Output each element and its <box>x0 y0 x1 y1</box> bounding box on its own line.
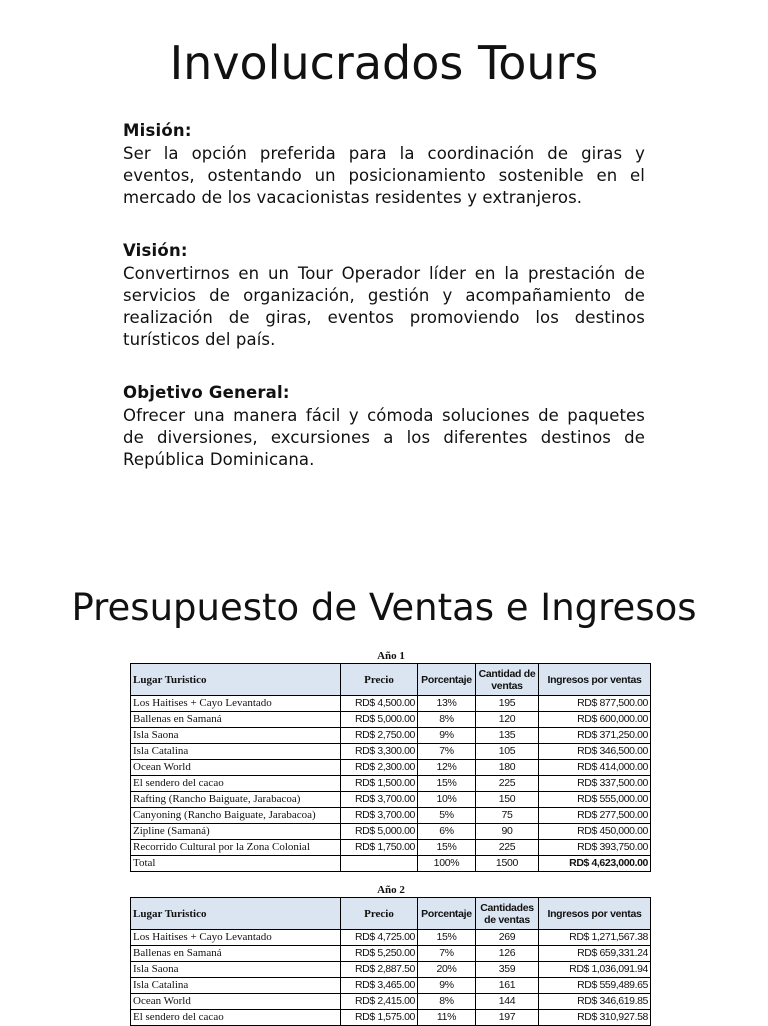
place-cell: Ballenas en Samaná <box>131 946 341 962</box>
price-cell: RD$ 2,750.00 <box>341 728 418 744</box>
quantity-cell: 126 <box>476 946 539 962</box>
table-header-row <box>131 664 651 696</box>
income-cell: RD$ 277,500.00 <box>539 808 651 824</box>
percent-cell: 20% <box>418 962 476 978</box>
table-row <box>131 696 651 712</box>
price-cell: RD$ 4,725.00 <box>341 930 418 946</box>
column-header: Porcentaje <box>418 898 476 930</box>
place-cell: Los Haitises + Cayo Levantado <box>131 930 341 946</box>
place-cell: Los Haitises + Cayo Levantado <box>131 696 341 712</box>
quantity-cell: 225 <box>476 776 539 792</box>
table-row <box>131 728 651 744</box>
percent-cell: 13% <box>418 696 476 712</box>
percent-cell: 7% <box>418 744 476 760</box>
table-row <box>131 978 651 994</box>
place-cell: Recorrido Cultural por la Zona Colonial <box>131 840 341 856</box>
total-percent: 100% <box>418 856 476 872</box>
income-cell: RD$ 600,000.00 <box>539 712 651 728</box>
percent-cell: 15% <box>418 840 476 856</box>
column-header: Precio <box>341 898 418 930</box>
income-cell: RD$ 310,927.58 <box>539 1010 651 1026</box>
table-row <box>131 744 651 760</box>
quantity-cell: 90 <box>476 824 539 840</box>
quantity-cell: 150 <box>476 792 539 808</box>
page-title: Involucrados Tours <box>169 36 599 90</box>
mision-section <box>123 121 645 209</box>
percent-cell: 9% <box>418 728 476 744</box>
total-label: Total <box>131 856 341 872</box>
table-row <box>131 840 651 856</box>
quantity-cell: 105 <box>476 744 539 760</box>
place-cell: El sendero del cacao <box>131 776 341 792</box>
price-cell: RD$ 1,500.00 <box>341 776 418 792</box>
percent-cell: 12% <box>418 760 476 776</box>
column-header: Lugar Turistico <box>131 664 341 696</box>
place-cell: Isla Catalina <box>131 744 341 760</box>
income-cell: RD$ 371,250.00 <box>539 728 651 744</box>
place-cell: Canyoning (Rancho Baiguate, Jarabacoa) <box>131 808 341 824</box>
table-header-row <box>131 898 651 930</box>
place-cell: El sendero del cacao <box>131 1010 341 1026</box>
mision-heading: Misión: <box>123 121 192 140</box>
percent-cell: 6% <box>418 824 476 840</box>
column-header: Cantidades de ventas <box>476 898 539 930</box>
percent-cell: 8% <box>418 712 476 728</box>
quantity-cell: 359 <box>476 962 539 978</box>
price-cell: RD$ 5,000.00 <box>341 712 418 728</box>
column-header: Porcentaje <box>418 664 476 696</box>
income-cell: RD$ 337,500.00 <box>539 776 651 792</box>
price-cell: RD$ 2,887.50 <box>341 962 418 978</box>
year1-label: Año 1 <box>377 650 405 662</box>
quantity-cell: 161 <box>476 978 539 994</box>
table-body <box>131 696 651 856</box>
place-cell: Ballenas en Samaná <box>131 712 341 728</box>
percent-cell: 10% <box>418 792 476 808</box>
objetivo-section <box>123 383 645 471</box>
quantity-cell: 135 <box>476 728 539 744</box>
table-row <box>131 824 651 840</box>
table-body <box>131 930 651 1026</box>
income-cell: RD$ 555,000.00 <box>539 792 651 808</box>
income-cell: RD$ 559,489.65 <box>539 978 651 994</box>
place-cell: Ocean World <box>131 994 341 1010</box>
quantity-cell: 197 <box>476 1010 539 1026</box>
table-row <box>131 946 651 962</box>
column-header: Precio <box>341 664 418 696</box>
table-row <box>131 776 651 792</box>
price-cell: RD$ 1,750.00 <box>341 840 418 856</box>
place-cell: Zipline (Samaná) <box>131 824 341 840</box>
vision-heading: Visión: <box>123 241 188 260</box>
table-row <box>131 712 651 728</box>
vision-text: Convertirnos en un Tour Operador líder en la prestación de servicios de organización, gestión y acompañamiento de realización de giras, eventos promoviendo los destinos turísticos del país. <box>123 264 645 349</box>
price-cell: RD$ 2,415.00 <box>341 994 418 1010</box>
table-row <box>131 994 651 1010</box>
table-row <box>131 808 651 824</box>
objetivo-text: Ofrecer una manera fácil y cómoda soluciones de paquetes de diversiones, excursiones a los diferentes destinos de República Dominicana. <box>123 406 645 469</box>
percent-cell: 5% <box>418 808 476 824</box>
income-cell: RD$ 346,500.00 <box>539 744 651 760</box>
income-cell: RD$ 393,750.00 <box>539 840 651 856</box>
objetivo-heading: Objetivo General: <box>123 383 290 402</box>
quantity-cell: 120 <box>476 712 539 728</box>
percent-cell: 15% <box>418 930 476 946</box>
budget-table-year1 <box>130 663 651 872</box>
quantity-cell: 269 <box>476 930 539 946</box>
column-header: Ingresos por ventas <box>539 664 651 696</box>
table-row <box>131 962 651 978</box>
price-cell: RD$ 3,465.00 <box>341 978 418 994</box>
table-row <box>131 760 651 776</box>
percent-cell: 8% <box>418 994 476 1010</box>
percent-cell: 11% <box>418 1010 476 1026</box>
table-row <box>131 792 651 808</box>
budget-table-year2 <box>130 897 651 1026</box>
income-cell: RD$ 450,000.00 <box>539 824 651 840</box>
table-row <box>131 1010 651 1026</box>
column-header: Lugar Turistico <box>131 898 341 930</box>
income-cell: RD$ 659,331.24 <box>539 946 651 962</box>
column-header: Cantidad de ventas <box>476 664 539 696</box>
price-cell: RD$ 4,500.00 <box>341 696 418 712</box>
vision-section <box>123 241 645 351</box>
place-cell: Isla Saona <box>131 962 341 978</box>
quantity-cell: 225 <box>476 840 539 856</box>
percent-cell: 7% <box>418 946 476 962</box>
income-cell: RD$ 414,000.00 <box>539 760 651 776</box>
place-cell: Isla Catalina <box>131 978 341 994</box>
price-cell: RD$ 3,300.00 <box>341 744 418 760</box>
price-cell: RD$ 1,575.00 <box>341 1010 418 1026</box>
place-cell: Rafting (Rancho Baiguate, Jarabacoa) <box>131 792 341 808</box>
income-cell: RD$ 877,500.00 <box>539 696 651 712</box>
price-cell: RD$ 3,700.00 <box>341 792 418 808</box>
place-cell: Ocean World <box>131 760 341 776</box>
income-cell: RD$ 1,036,091.94 <box>539 962 651 978</box>
column-header: Ingresos por ventas <box>539 898 651 930</box>
total-income: RD$ 4,623,000.00 <box>539 856 651 872</box>
year2-label: Año 2 <box>377 884 405 896</box>
price-cell: RD$ 2,300.00 <box>341 760 418 776</box>
quantity-cell: 195 <box>476 696 539 712</box>
budget-title: Presupuesto de Ventas e Ingresos <box>71 586 697 629</box>
total-price <box>341 856 418 872</box>
table-row <box>131 930 651 946</box>
total-row <box>131 856 651 872</box>
income-cell: RD$ 346,619.85 <box>539 994 651 1010</box>
mision-text: Ser la opción preferida para la coordinación de giras y eventos, ostentando un posicionamiento sostenible en el mercado de los vacacionistas residentes y extranjeros. <box>123 144 645 207</box>
place-cell: Isla Saona <box>131 728 341 744</box>
percent-cell: 9% <box>418 978 476 994</box>
total-quantity: 1500 <box>476 856 539 872</box>
percent-cell: 15% <box>418 776 476 792</box>
price-cell: RD$ 5,250.00 <box>341 946 418 962</box>
income-cell: RD$ 1,271,567.38 <box>539 930 651 946</box>
quantity-cell: 75 <box>476 808 539 824</box>
quantity-cell: 144 <box>476 994 539 1010</box>
price-cell: RD$ 3,700.00 <box>341 808 418 824</box>
price-cell: RD$ 5,000.00 <box>341 824 418 840</box>
quantity-cell: 180 <box>476 760 539 776</box>
